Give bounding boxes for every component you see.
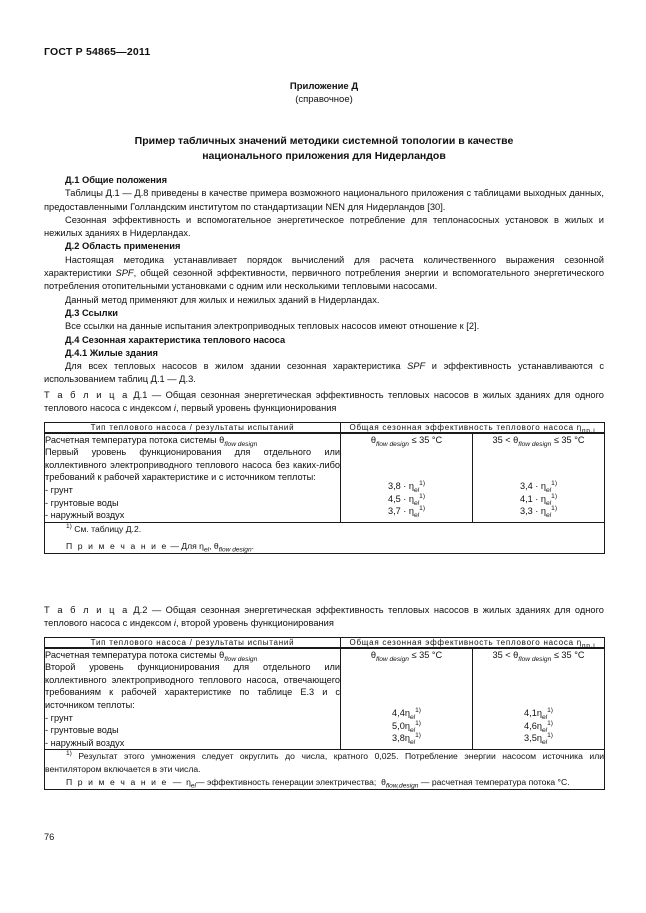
table-1-col2-value-3-num: 3,7 · η — [387, 506, 415, 517]
table-2-header-col2-group-sub: пр,i — [581, 642, 596, 650]
table-1-col2-condition-prefix: θ — [370, 434, 376, 445]
section-d2-paragraph-2: Данный метод применяют для жилых и нежилых зданий в Нидерландах. — [65, 294, 380, 305]
table-1-header-col1: Тип теплового насоса / результаты испытаний — [45, 422, 341, 433]
table-2-col3-condition — [473, 649, 604, 662]
table-2-col3-value-3-sub: el — [541, 739, 548, 747]
table-1-col2-value-2-num: 4,5 · η — [387, 493, 415, 504]
table-2-col3-value-3-fn: 1) — [547, 732, 553, 740]
table-1-col2-value-3-fn: 1) — [419, 505, 426, 513]
table-1-desc-line-1-sub: flow design — [224, 440, 258, 448]
table-2-col2-value-2-fn: 1) — [415, 719, 421, 727]
section-d1-paragraph-2: Сезонная эффективность и вспомогательное энергетическое потребление для теплонасосных установок в жилых и нежилых зданиях в Нидерландах. — [44, 214, 604, 239]
table-2-note-theta: θ — [381, 777, 386, 788]
table-1-col2-value-2-fn: 1) — [419, 492, 426, 500]
table-2-header-col2-group-text: Общая сезонная эффективность теплового насоса η — [349, 637, 582, 647]
table-2-note-eta: η — [186, 777, 191, 788]
table-1-col3-value-2-fn: 1) — [551, 492, 558, 500]
table-1-col2-value-1 — [341, 480, 472, 493]
table-2-col2-value-3-num: 3,8η — [392, 733, 410, 744]
table-1-col2-value-3 — [341, 505, 472, 518]
table-1-col3-value-2-num: 4,1 · η — [519, 493, 547, 504]
table-2-footnote-line — [45, 750, 604, 776]
table-2-col2-value-1-num: 4,4η — [392, 708, 410, 719]
table-1-footnote-line — [45, 523, 604, 536]
table-row — [45, 637, 605, 648]
table-2-desc-line-1-sub: flow design — [224, 655, 258, 663]
table-1-caption-label: Т а б л и ц а — [44, 390, 129, 400]
table-2-desc-item-2: - грунтовые воды — [45, 725, 119, 736]
table-2-cell-col3 — [473, 648, 605, 750]
table-2-col2-condition-sub: flow design — [375, 655, 409, 663]
table-1-note-label: П р и м е ч а н и е — [66, 540, 168, 551]
table-1-col2-value-2-sub: el — [414, 499, 420, 507]
table-1-desc-line-1-prefix: Расчетная температура потока системы θ — [45, 434, 225, 445]
table-1-col3-condition-prefix: 35 < θ — [492, 434, 519, 445]
table-2-header — [45, 637, 605, 648]
section-d3-paragraph-1: Все ссылки на данные испытания электроприводных тепловых насосов имеют отношение к [2]. — [65, 321, 480, 332]
section-d2-paragraph-1-text: Настоящая методика устанавливает порядок вычислений для расчета количественного выражения сезонной характеристики SPF, общей сезонной эффективности, первичного потребления энергии и вспомогательного энергетического потребления отопительными установками с одним или несколькими тепловыми насосами. — [44, 254, 605, 292]
table-1-note-mid: , θ — [209, 540, 219, 551]
table-1-col3-value-2-sub: el — [546, 499, 552, 507]
table-2-footnote-text: Результат этого умножения следует округлить до числа, кратного 0,025. Потребление энергии насосом источника или вентилятором включается в эти числа. — [45, 751, 605, 775]
table-2-col2-value-3-sub: el — [409, 739, 416, 747]
table-2-caption-label: Т а б л и ц а — [44, 605, 129, 615]
table-1-footnote-cell — [45, 522, 605, 553]
table-2-col3-condition-sub: flow design — [518, 655, 552, 663]
table-2-caption-number: Д.2 — [133, 605, 148, 615]
table-1-header-col2-group — [341, 422, 605, 433]
table-1-col2-value-1-num: 3,8 · η — [387, 481, 415, 492]
table-1-caption — [44, 389, 604, 416]
table-2-col3-value-3-num: 3,5η — [524, 733, 542, 744]
table-2-caption — [44, 604, 604, 631]
table-2-note-text-2: — расчетная температура потока °С. — [420, 777, 570, 788]
table-row — [45, 522, 605, 553]
table-2-col2-value-2 — [341, 720, 472, 733]
table-1-desc-item-3: - наружный воздух — [45, 510, 125, 521]
table-1-note-dash: — — [170, 540, 179, 551]
table-1-note-sub-1: el — [203, 546, 210, 554]
table-2 — [44, 637, 605, 791]
table-1-col2-value-3-sub: el — [414, 512, 420, 520]
table-2-desc-body: Второй уровень функционирования для отдельного или коллективного электроприводного теплового насоса, отвечающего требованиям к рабочей характеристике по таблице Е.3 и с источником теплоты: — [45, 662, 340, 710]
table-1-col3-condition-suffix: ≤ 35 °C — [551, 434, 585, 445]
table-1-col2-value-1-fn: 1) — [419, 480, 426, 488]
table-1-col3-value-3-sub: el — [546, 512, 552, 520]
table-1-col3-condition-sub: flow design — [518, 440, 552, 448]
annex-title: Приложение Д — [289, 81, 359, 92]
table-2-col3-value-1-num: 4,1η — [524, 708, 542, 719]
table-2-body — [45, 648, 605, 790]
table-2-col2-value-3-fn: 1) — [415, 732, 421, 740]
table-1-col3-value-1-fn: 1) — [551, 480, 558, 488]
table-2-col3-value-2 — [473, 720, 604, 733]
section-heading-d1: Д.1 Общие положения — [65, 175, 168, 185]
section-heading-d3: Д.3 Ссылки — [65, 307, 118, 318]
table-1-col2-condition-suffix: ≤ 35 °C — [408, 434, 443, 445]
table-1-header-col2-group-sub: пр,i — [581, 427, 596, 435]
section-d41-paragraph-1: Для всех тепловых насосов в жилом здании сезонная характеристика SPF и эффективность устанавливаются с использованием таблиц Д.1 — Д.3. — [44, 361, 604, 385]
table-1-cell-description — [45, 433, 341, 523]
table-1-desc-body: Первый уровень функционирования для отдельного или коллективного электроприводного теплового насоса без каких-либо требований к рабочей характеристике и с источником теплоты: — [45, 447, 340, 483]
table-1-col3-value-1-sub: el — [546, 487, 552, 495]
body-text — [44, 174, 604, 387]
table-2-note-sub-1: el — [190, 783, 196, 791]
table-1-note-line — [45, 540, 604, 553]
table-1-col3-value-1 — [473, 480, 604, 493]
table-2-col2-condition-suffix: ≤ 35 °C — [408, 649, 443, 660]
table-1-footnote-marker: 1) — [66, 522, 72, 530]
table-2-col2-condition-prefix: θ — [370, 649, 376, 660]
table-1-col3-value-2 — [473, 493, 604, 506]
table-2-cell-description — [45, 648, 341, 750]
table-2-note-dash: — — [172, 777, 182, 788]
table-2-col2-condition — [341, 649, 472, 662]
table-1-col3-condition — [473, 434, 604, 447]
table-1-block — [44, 389, 604, 554]
table-2-col2-value-3 — [341, 732, 472, 745]
table-1-header-col2-group-text: Общая сезонная эффективность теплового насоса η — [349, 422, 582, 432]
table-2-col3-value-1-fn: 1) — [547, 707, 553, 715]
section-d1-paragraph-1: Таблицы Д.1 — Д.8 приведены в качестве примера возможного национального приложения с таблицами выходных данных, предоставленными Голландским институтом по стандартизации NEN для Нидерландов [30]. — [44, 188, 604, 212]
table-2-col3-value-2-fn: 1) — [547, 719, 553, 727]
table-1-desc-item-1: - грунт — [45, 484, 73, 495]
table-2-desc-line-1 — [45, 649, 340, 662]
table-1-caption-text: — Общая сезонная энергетическая эффективность тепловых насосов в жилых зданиях для одного теплового насоса с индексом i, первый уровень функционирования — [44, 390, 604, 414]
page-title-line-2: национального приложения для Нидерландов — [202, 150, 446, 162]
table-2-col3-value-3 — [473, 732, 604, 745]
table-1-footnote-text: См. таблицу Д.2. — [74, 523, 142, 534]
table-1-col2-condition — [341, 434, 472, 447]
table-2-header-col2-group — [341, 637, 605, 648]
section-d2-paragraph-1 — [44, 254, 604, 294]
table-1-cell-col3 — [473, 433, 605, 523]
table-1-note-sub-2: flow design — [218, 546, 252, 554]
table-2-note-text-1: — эффективность генерации электричества; — [196, 777, 377, 788]
table-1-desc-line-1 — [45, 434, 340, 447]
table-2-desc-item-1: - грунт — [45, 712, 73, 723]
table-2-note-line — [45, 776, 604, 789]
table-2-caption-text: — Общая сезонная энергетическая эффективность тепловых насосов в жилых зданиях для одного теплового насоса с индексом i, второй уровень функционирования — [44, 605, 604, 629]
table-2-col2-value-2-num: 5,0η — [392, 720, 410, 731]
table-2-col2-value-1 — [341, 707, 472, 720]
table-2-block — [44, 604, 604, 790]
section-heading-d41: Д.4.1 Жилые здания — [65, 347, 158, 358]
annex-heading — [44, 80, 604, 106]
table-2-note-label: П р и м е ч а н и е — [66, 777, 168, 788]
page-number: 76 — [44, 832, 55, 842]
table-1-note-prefix: Для η — [181, 540, 204, 551]
section-heading-d4: Д.4 Сезонная характеристика теплового насоса — [65, 334, 286, 345]
table-2-wrapper — [44, 637, 604, 791]
table-2-col2-value-2-sub: el — [409, 726, 416, 734]
table-1-col3-value-3-num: 3,3 · η — [519, 506, 547, 517]
table-2-col2-value-1-fn: 1) — [415, 707, 421, 715]
table-1-col2-value-2 — [341, 493, 472, 506]
table-1-desc-item-2: - грунтовые воды — [45, 497, 119, 508]
table-1-col3-value-1-num: 3,4 · η — [519, 481, 547, 492]
table-row — [45, 750, 605, 790]
table-2-col3-value-1 — [473, 707, 604, 720]
section-heading-d2: Д.2 Область применения — [65, 241, 181, 252]
table-1-caption-number: Д.1 — [133, 390, 148, 400]
table-row — [45, 433, 605, 523]
page-title-line-1: Пример табличных значений методики системной топологии в качестве — [134, 135, 514, 147]
table-1-col3-value-3 — [473, 505, 604, 518]
table-2-header-col1: Тип теплового насоса / результаты испытаний — [45, 637, 341, 648]
page-title — [44, 134, 604, 164]
table-1-wrapper — [44, 422, 604, 554]
table-2-col3-condition-suffix: ≤ 35 °C — [551, 649, 585, 660]
table-row — [45, 422, 605, 433]
table-2-col2-value-1-sub: el — [409, 714, 416, 722]
table-2-desc-line-1-prefix: Расчетная температура потока системы θ — [45, 649, 225, 660]
table-1-cell-col2 — [341, 433, 473, 523]
table-row — [45, 648, 605, 750]
table-2-cell-col2 — [341, 648, 473, 750]
table-2-col3-value-2-sub: el — [541, 726, 548, 734]
table-2-desc-item-3: - наружный воздух — [45, 737, 125, 748]
table-2-footnote-cell — [45, 750, 605, 790]
table-2-col3-value-2-num: 4,6η — [524, 720, 542, 731]
table-1-note-suffix: . — [251, 540, 255, 551]
table-1 — [44, 422, 605, 554]
annex-subtitle: (справочное) — [295, 94, 353, 105]
table-2-footnote-marker: 1) — [66, 750, 72, 758]
table-1-col2-value-1-sub: el — [414, 487, 420, 495]
table-2-note-sub-2: flow,design — [385, 783, 419, 791]
table-1-body — [45, 433, 605, 554]
table-1-header — [45, 422, 605, 433]
table-1-col2-condition-sub: flow design — [375, 440, 409, 448]
table-2-col3-value-1-sub: el — [541, 714, 548, 722]
table-2-col3-condition-prefix: 35 < θ — [492, 649, 519, 660]
document-header: ГОСТ Р 54865—2011 — [44, 46, 151, 58]
table-1-col3-value-3-fn: 1) — [551, 505, 558, 513]
